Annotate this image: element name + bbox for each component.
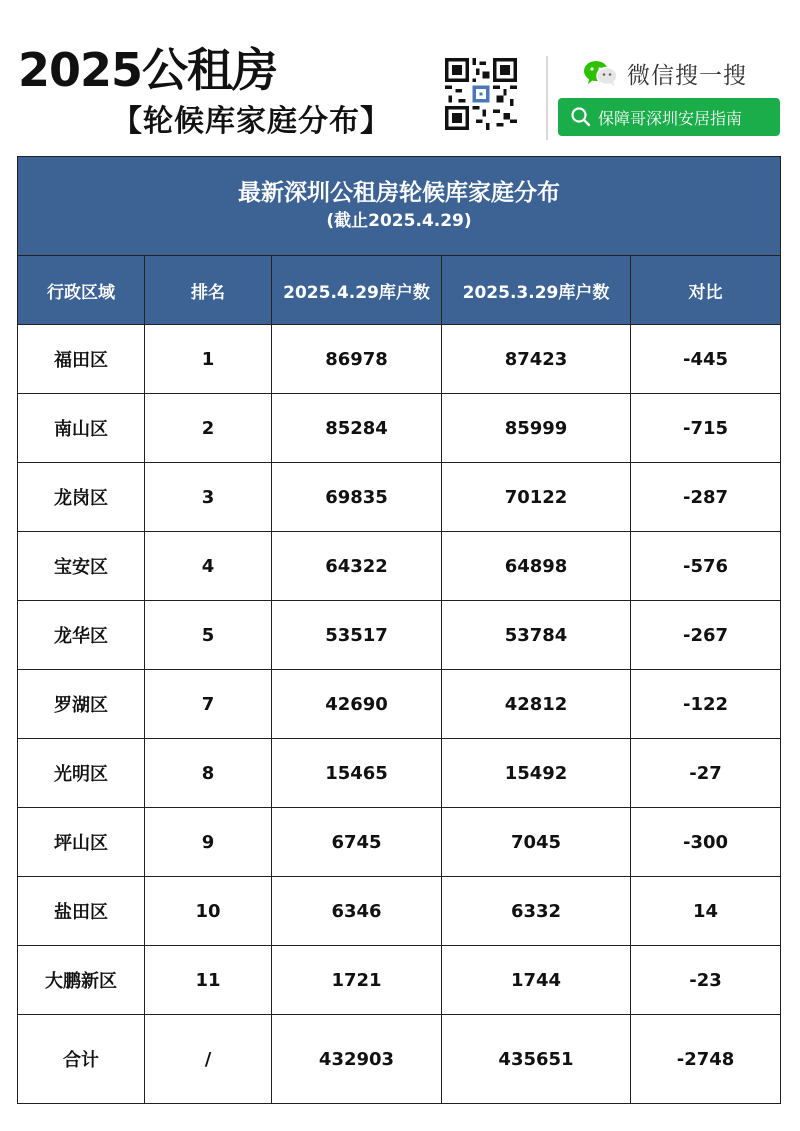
- page-subtitle: 【轮候库家庭分布】: [112, 104, 391, 139]
- table-row: [18, 325, 781, 394]
- cell-mar-count: 42812: [442, 670, 631, 739]
- page-title: 2025公租房: [18, 43, 278, 97]
- cell-apr-count: 6346: [272, 877, 442, 946]
- cell-district: 宝安区: [18, 532, 145, 601]
- table-row: [18, 463, 781, 532]
- cell-diff: -576: [631, 532, 781, 601]
- cell-rank: 7: [145, 670, 272, 739]
- cell-mar-count: 6332: [442, 877, 631, 946]
- cell-mar-count: 70122: [442, 463, 631, 532]
- table-date-note: (截止2025.4.29): [326, 211, 472, 231]
- column-header-mar-count: 2025.3.29库户数: [442, 256, 631, 325]
- cell-diff: -445: [631, 325, 781, 394]
- cell-rank: 1: [145, 325, 272, 394]
- table-total-row: [18, 1015, 781, 1104]
- total-diff: -2748: [631, 1015, 781, 1104]
- cell-diff: -27: [631, 739, 781, 808]
- table-row: [18, 946, 781, 1015]
- cell-mar-count: 15492: [442, 739, 631, 808]
- wechat-search-text: 微信搜一搜: [627, 62, 747, 89]
- header-divider: [546, 56, 548, 140]
- cell-mar-count: 64898: [442, 532, 631, 601]
- table-row: [18, 808, 781, 877]
- cell-district: 坪山区: [18, 808, 145, 877]
- cell-district: 龙岗区: [18, 463, 145, 532]
- cell-district: 南山区: [18, 394, 145, 463]
- cell-diff: -267: [631, 601, 781, 670]
- column-header-diff: 对比: [631, 256, 781, 325]
- cell-mar-count: 53784: [442, 601, 631, 670]
- cell-diff: -23: [631, 946, 781, 1015]
- district-table: [17, 156, 781, 1104]
- cell-rank: 4: [145, 532, 272, 601]
- cell-diff: -287: [631, 463, 781, 532]
- cell-rank: 11: [145, 946, 272, 1015]
- total-label: 合计: [18, 1015, 145, 1104]
- column-header-district: 行政区域: [18, 256, 145, 325]
- cell-district: 大鹏新区: [18, 946, 145, 1015]
- cell-mar-count: 1744: [442, 946, 631, 1015]
- cell-apr-count: 64322: [272, 532, 442, 601]
- cell-apr-count: 15465: [272, 739, 442, 808]
- table-title: 最新深圳公租房轮候库家庭分布: [238, 180, 561, 206]
- table-row: [18, 394, 781, 463]
- cell-diff: -300: [631, 808, 781, 877]
- cell-apr-count: 42690: [272, 670, 442, 739]
- qr-code-icon: [445, 58, 517, 130]
- cell-apr-count: 86978: [272, 325, 442, 394]
- wechat-search-label: [583, 58, 747, 88]
- table-banner: [18, 157, 781, 256]
- table-row: [18, 532, 781, 601]
- cell-rank: 10: [145, 877, 272, 946]
- column-header-rank: 排名: [145, 256, 272, 325]
- cell-rank: 9: [145, 808, 272, 877]
- search-account-button[interactable]: [558, 98, 780, 136]
- total-apr-count: 432903: [272, 1015, 442, 1104]
- search-icon: [570, 106, 592, 128]
- table-row: [18, 877, 781, 946]
- cell-apr-count: 85284: [272, 394, 442, 463]
- table-header-row: [18, 256, 781, 325]
- cell-mar-count: 85999: [442, 394, 631, 463]
- total-mar-count: 435651: [442, 1015, 631, 1104]
- cell-rank: 8: [145, 739, 272, 808]
- wechat-icon: [583, 59, 619, 87]
- table-row: [18, 670, 781, 739]
- table-row: [18, 739, 781, 808]
- cell-rank: 5: [145, 601, 272, 670]
- cell-rank: 3: [145, 463, 272, 532]
- cell-mar-count: 87423: [442, 325, 631, 394]
- cell-apr-count: 53517: [272, 601, 442, 670]
- cell-diff: -122: [631, 670, 781, 739]
- cell-apr-count: 6745: [272, 808, 442, 877]
- cell-apr-count: 1721: [272, 946, 442, 1015]
- table-row: [18, 601, 781, 670]
- column-header-apr-count: 2025.4.29库户数: [272, 256, 442, 325]
- cell-district: 光明区: [18, 739, 145, 808]
- cell-mar-count: 7045: [442, 808, 631, 877]
- cell-diff: -715: [631, 394, 781, 463]
- district-table-container: [17, 156, 780, 1104]
- cell-apr-count: 69835: [272, 463, 442, 532]
- cell-district: 盐田区: [18, 877, 145, 946]
- page-header: [0, 0, 800, 150]
- cell-district: 福田区: [18, 325, 145, 394]
- cell-district: 罗湖区: [18, 670, 145, 739]
- search-account-text: 保障哥深圳安居指南: [598, 108, 743, 128]
- cell-district: 龙华区: [18, 601, 145, 670]
- cell-rank: 2: [145, 394, 272, 463]
- cell-diff: 14: [631, 877, 781, 946]
- total-rank: /: [145, 1015, 272, 1104]
